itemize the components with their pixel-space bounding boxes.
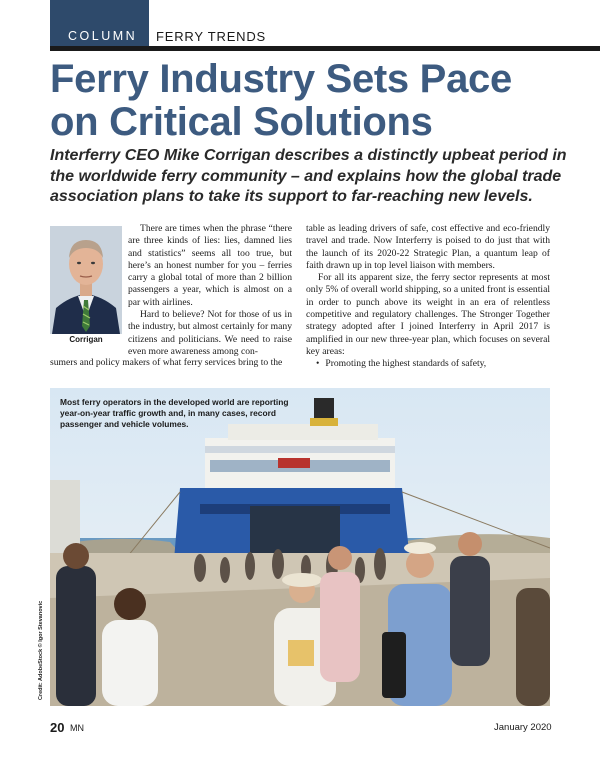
body-paragraph: table as leading drivers of safe, cost effective and eco-friendly travel and trade. Now Interferry is poised to do just that with the launch of its 2020-22 Strategic Plan, a quantum leap of faith drawn up in top level liaison with members.: [306, 223, 550, 271]
ferry-photo: [50, 388, 550, 706]
body-paragraph: Hard to believe? Not for those of us in the industry, but almost certainly for many citizens and politicians. We need to raise even more awareness among con-: [128, 309, 292, 357]
magazine-name: MN: [70, 723, 84, 733]
column-label: COLUMN: [68, 29, 138, 43]
headline-line-1: Ferry Industry Sets Pace: [50, 57, 512, 101]
portrait-caption: Corrigan: [69, 335, 103, 344]
issue-date: January 2020: [494, 722, 552, 733]
page-number: 20: [50, 720, 65, 735]
bullet-item: • Promoting the highest standards of safety,: [306, 358, 550, 370]
body-paragraph: sumers and policy makers of what ferry services bring to the: [50, 357, 283, 368]
header-rule: [50, 46, 600, 51]
section-label: FERRY TRENDS: [156, 29, 267, 44]
body-paragraph: For all its apparent size, the ferry sector represents at most only 5% of overall world shipping, so a united front is essential in order to punch above its weight in an era of relentless competitive and regulatory challenges. The Stronger Together strategy adopted after I joined Interferry in April 2017 is amplified in our new three-year plan, which focuses on several key areas:: [306, 272, 550, 357]
body-column-1-tail: [50, 357, 292, 369]
photo-caption: Most ferry operators in the developed world are reporting year-on-year traffic growth and, in many cases, record passenger and vehicle volumes.: [60, 397, 289, 429]
body-column-2: [306, 223, 550, 371]
author-portrait: [50, 226, 122, 334]
headline: [50, 58, 590, 144]
body-paragraph: There are times when the phrase “there are three kinds of lies: lies, damned lies and statistics” seems all too true, but here’s an honest number for you – ferries carry a global total of more than 2 billion passengers a year, which is almost on a par with airlines.: [128, 223, 292, 308]
deck: Interferry CEO Mike Corrigan describes a distinctly upbeat period in the worldwide ferry community – and explains how the global trade association plans to take its support to far-reaching new levels.: [50, 147, 567, 205]
photo-credit: Credit: AdobeStock © Igor Stevanovic: [38, 600, 44, 700]
body-column-1: [128, 223, 292, 358]
headline-line-2: on Critical Solutions: [50, 100, 433, 144]
